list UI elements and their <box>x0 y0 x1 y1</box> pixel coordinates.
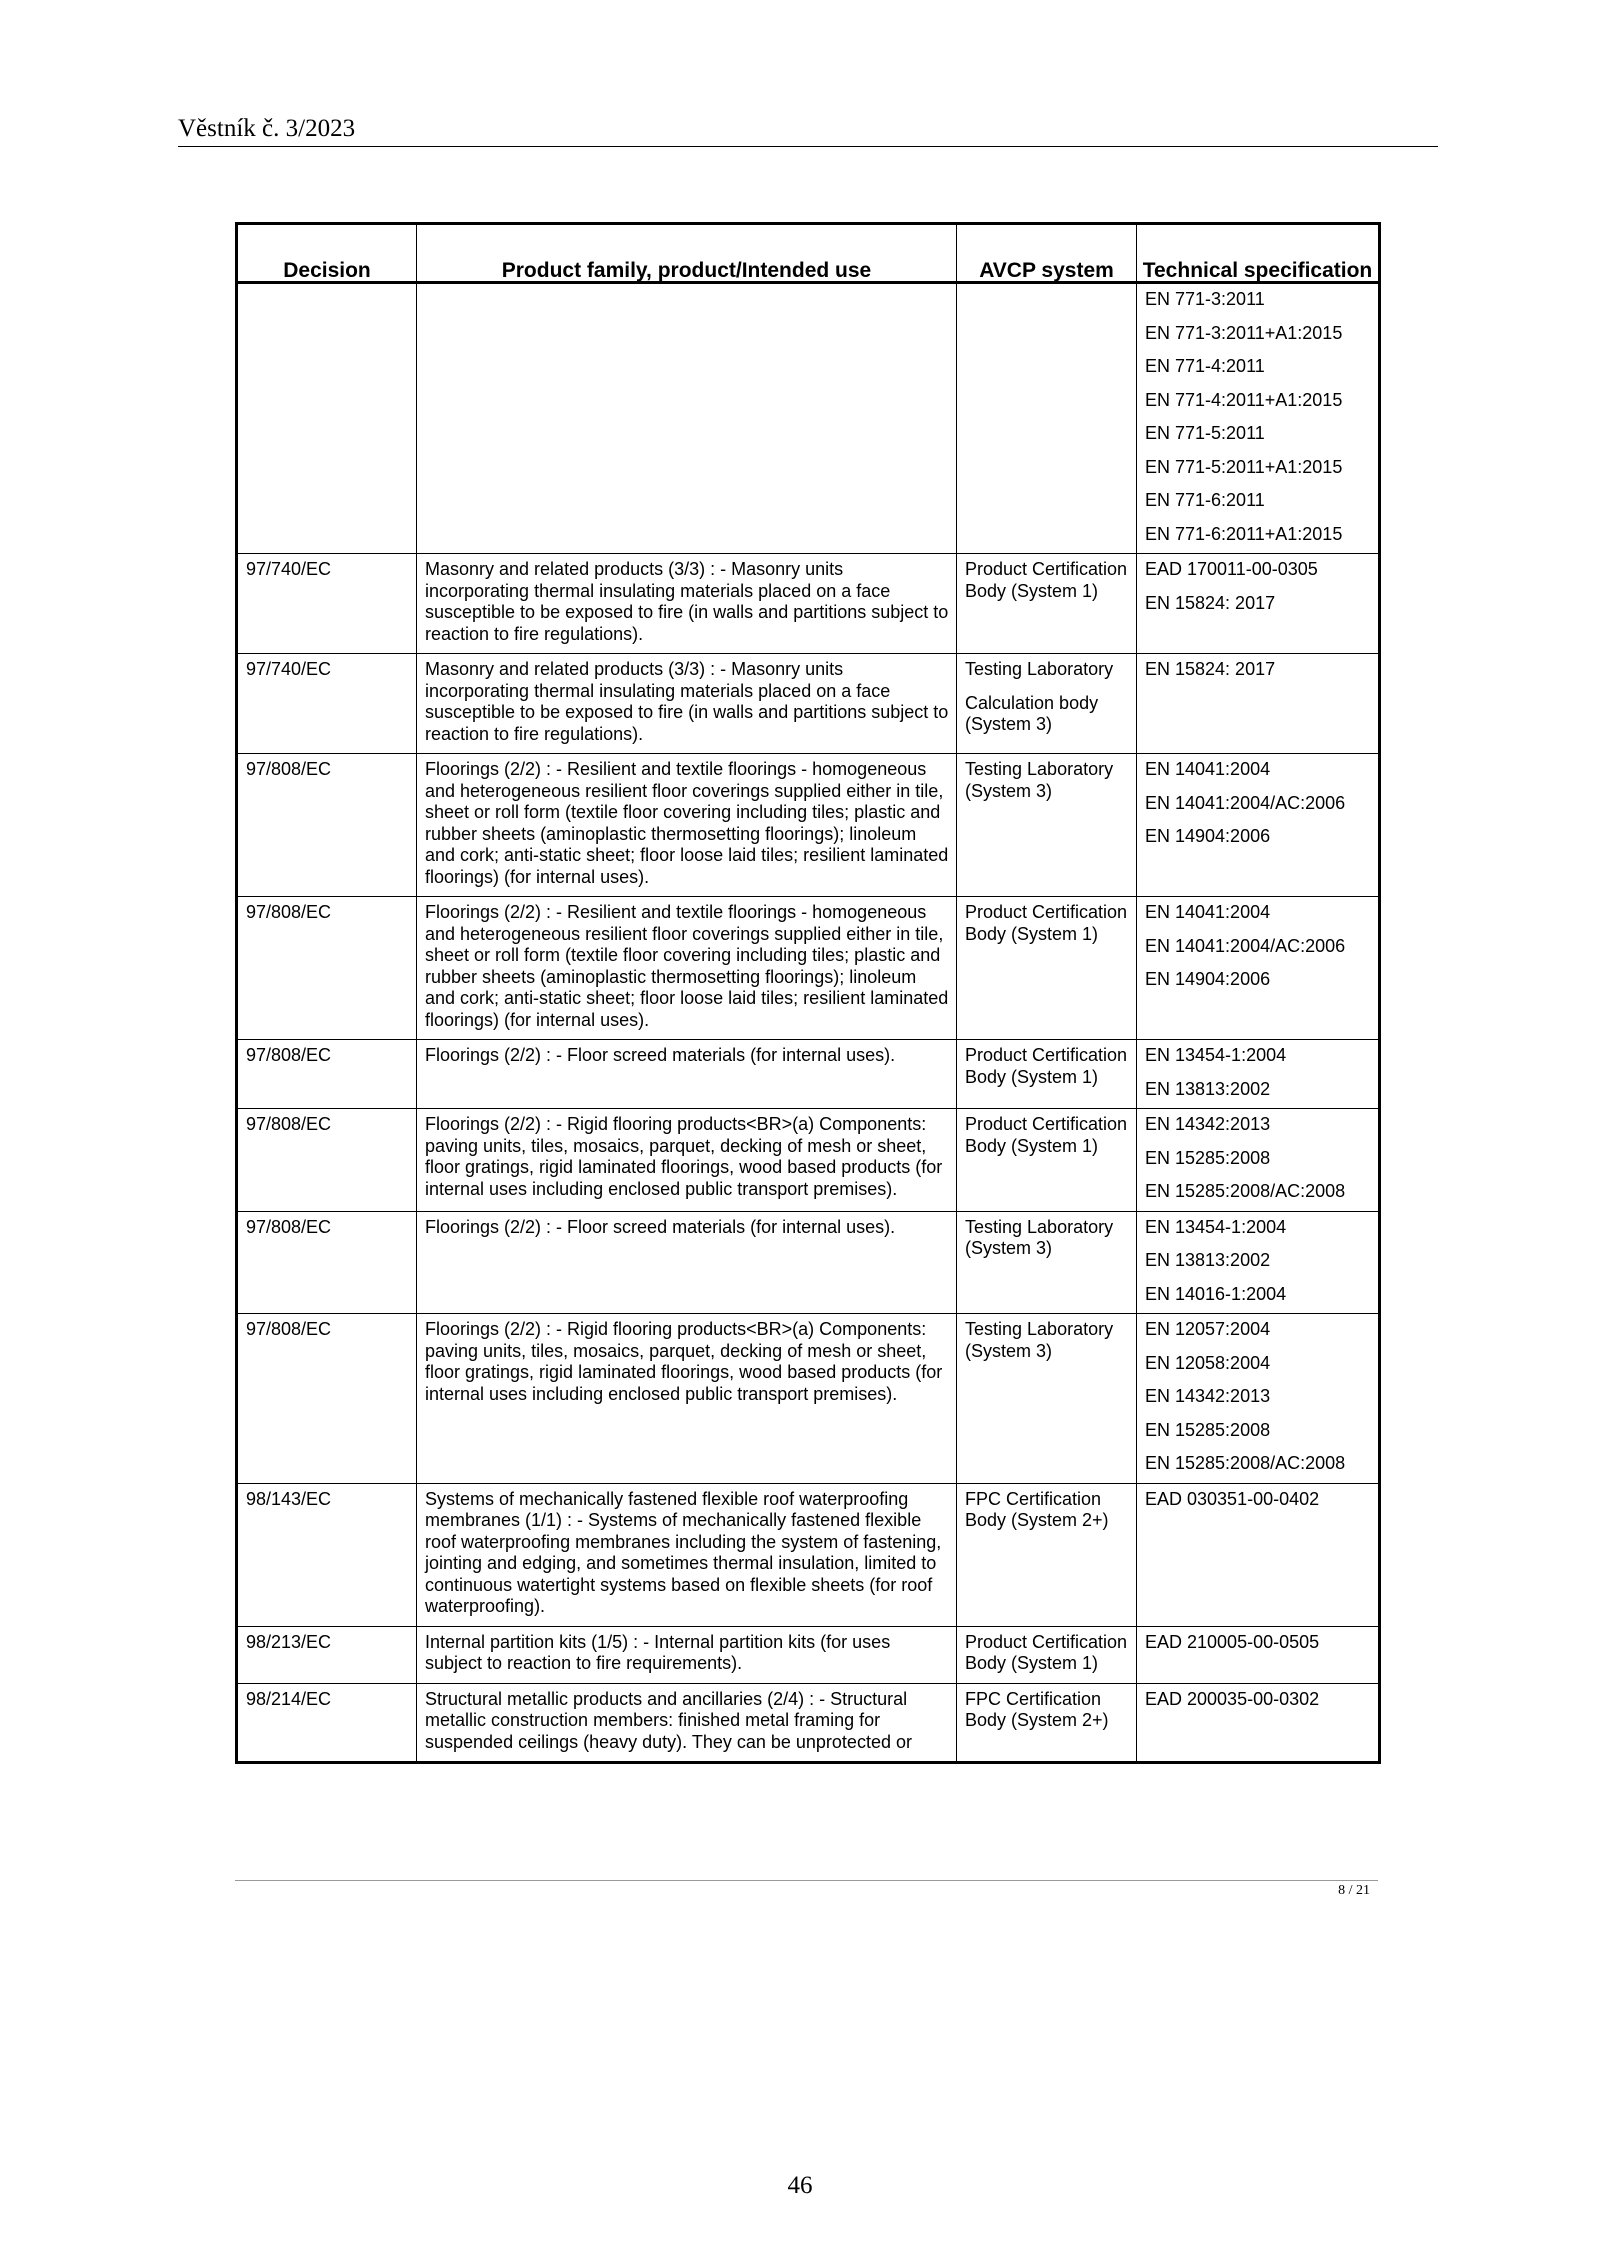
product-cell: Floorings (2/2) : - Rigid flooring products<BR>(a) Components: paving units, tiles, mosaics, parquet, decking of mesh or sheet, floor gratings, rigid laminated floorings, wood based products (for internal uses including enclosed public transport premises). <box>417 1314 957 1484</box>
avcp-item: Product Certification Body (System 1) <box>965 559 1128 601</box>
specification-item: EN 12058:2004 <box>1145 1352 1271 1373</box>
column-header-avcp: AVCP system <box>957 224 1137 283</box>
avcp-item: Product Certification Body (System 1) <box>965 1045 1128 1087</box>
decision-cell: 98/214/EC <box>237 1683 417 1763</box>
decision-cell <box>237 283 417 554</box>
decision-cell: 97/808/EC <box>237 1211 417 1314</box>
specification-item: EN 14342:2013 <box>1145 1386 1271 1406</box>
avcp-cell <box>957 283 1137 554</box>
specification-item: EAD 030351-00-0402 <box>1145 1488 1320 1509</box>
product-cell: Masonry and related products (3/3) : - Masonry units incorporating thermal insulating materials placed on a face susceptible to be exposed to fire (in walls and partitions subject to reaction to fire regulations). <box>417 654 957 754</box>
specification-item: EN 13813:2002 <box>1145 1078 1271 1099</box>
product-cell: Floorings (2/2) : - Resilient and textile floorings - homogeneous and heterogeneous resilient floor coverings supplied either in tile, sheet or roll form (textile floor covering including tiles; plastic and rubber sheets (aminoplastic thermosetting floorings); linoleum and cork; anti-static sheet; floor loose laid tiles; resilient laminated floorings) (for internal uses). <box>417 897 957 1040</box>
avcp-item: Testing Laboratory (System 3) <box>965 1319 1114 1361</box>
avcp-cell <box>957 1683 1137 1763</box>
avcp-item: Product Certification Body (System 1) <box>965 1114 1128 1156</box>
column-header-decision: Decision <box>237 224 417 283</box>
specification-item: EN 771-4:2011+A1:2015 <box>1145 389 1343 410</box>
avcp-item: Product Certification Body (System 1) <box>965 902 1128 944</box>
avcp-cell <box>957 1626 1137 1683</box>
journal-title: Věstník č. 3/2023 <box>178 115 356 142</box>
decision-table <box>235 222 1381 1764</box>
specification-item: EN 771-3:2011+A1:2015 <box>1145 322 1343 343</box>
specification-item: EN 14016-1:2004 <box>1145 1283 1287 1304</box>
decision-cell: 98/143/EC <box>237 1483 417 1626</box>
product-cell: Systems of mechanically fastened flexible roof waterproofing membranes (1/1) : - Systems of mechanically fastened flexible roof waterproofing membranes including the system of fastening, jointing and edging, and sometimes thermal insulation, limited to continuous watertight systems based on flexible sheets (for roof waterproofing). <box>417 1483 957 1626</box>
column-header-product: Product family, product/Intended use <box>417 224 957 283</box>
specification-cell <box>1137 654 1380 754</box>
avcp-item: Testing Laboratory (System 3) <box>965 1216 1114 1258</box>
avcp-cell <box>957 554 1137 654</box>
avcp-cell <box>957 897 1137 1040</box>
product-cell: Floorings (2/2) : - Rigid flooring products<BR>(a) Components: paving units, tiles, mosaics, parquet, decking of mesh or sheet, floor gratings, rigid laminated floorings, wood based products (for internal uses including enclosed public transport premises). <box>417 1109 957 1212</box>
decision-table-container <box>235 222 1378 1764</box>
table-row <box>237 1683 1380 1763</box>
table-body <box>237 283 1380 1763</box>
specification-item: EN 15285:2008/AC:2008 <box>1145 1181 1346 1201</box>
specification-cell <box>1137 283 1380 554</box>
table-row <box>237 897 1380 1040</box>
specification-item: EN 15285:2008 <box>1145 1419 1271 1440</box>
specification-item: EN 15285:2008/AC:2008 <box>1145 1453 1346 1473</box>
specification-cell <box>1137 1483 1380 1626</box>
table-row <box>237 1040 1380 1109</box>
table-row <box>237 654 1380 754</box>
avcp-cell <box>957 654 1137 754</box>
avcp-item: FPC Certification Body (System 2+) <box>965 1688 1109 1730</box>
avcp-item: Calculation body (System 3) <box>965 692 1099 734</box>
specification-item: EN 15824: 2017 <box>1145 592 1276 613</box>
avcp-cell <box>957 1483 1137 1626</box>
specification-item: EN 15285:2008 <box>1145 1147 1271 1168</box>
specification-item: EN 15824: 2017 <box>1145 659 1276 679</box>
avcp-item: Testing Laboratory <box>965 659 1114 679</box>
specification-cell <box>1137 1211 1380 1314</box>
decision-cell: 97/808/EC <box>237 1040 417 1109</box>
specification-item: EN 12057:2004 <box>1145 1319 1271 1339</box>
decision-cell: 97/740/EC <box>237 554 417 654</box>
specification-item: EN 14342:2013 <box>1145 1114 1271 1134</box>
avcp-cell <box>957 1040 1137 1109</box>
decision-cell: 98/213/EC <box>237 1626 417 1683</box>
specification-cell <box>1137 1040 1380 1109</box>
page-number: 46 <box>787 2172 813 2199</box>
specification-cell <box>1137 1626 1380 1683</box>
specification-item: EN 771-6:2011 <box>1145 490 1265 510</box>
specification-item: EN 771-4:2011 <box>1145 356 1265 376</box>
table-row <box>237 1109 1380 1212</box>
specification-item: EN 14041:2004/AC:2006 <box>1145 792 1346 813</box>
product-cell <box>417 283 957 554</box>
specification-cell <box>1137 754 1380 897</box>
table-row <box>237 1211 1380 1314</box>
specification-item: EN 14904:2006 <box>1145 969 1271 989</box>
specification-item: EAD 170011-00-0305 <box>1145 559 1318 579</box>
specification-item: EN 771-3:2011 <box>1145 289 1265 309</box>
decision-cell: 97/808/EC <box>237 1109 417 1212</box>
specification-cell <box>1137 897 1380 1040</box>
header-divider <box>178 146 1438 147</box>
specification-cell <box>1137 1314 1380 1484</box>
footer-divider <box>235 1880 1378 1881</box>
specification-cell <box>1137 1683 1380 1763</box>
decision-cell: 97/808/EC <box>237 754 417 897</box>
avcp-item: Testing Laboratory (System 3) <box>965 759 1114 801</box>
page-count: 8 / 21 <box>1338 1883 1370 1898</box>
specification-item: EN 13454-1:2004 <box>1145 1045 1287 1065</box>
specification-item: EN 14904:2006 <box>1145 826 1271 846</box>
product-cell: Internal partition kits (1/5) : - Internal partition kits (for uses subject to reaction to fire requirements). <box>417 1626 957 1683</box>
product-cell: Structural metallic products and ancillaries (2/4) : - Structural metallic construction members: finished metal framing for suspended ceilings (heavy duty). They can be unprotected or <box>417 1683 957 1763</box>
avcp-item: Product Certification Body (System 1) <box>965 1631 1128 1673</box>
specification-cell <box>1137 554 1380 654</box>
specification-item: EN 13813:2002 <box>1145 1250 1271 1270</box>
product-cell: Masonry and related products (3/3) : - Masonry units incorporating thermal insulating materials placed on a face susceptible to be exposed to fire (in walls and partitions subject to reaction to fire regulations). <box>417 554 957 654</box>
table-header-row <box>237 224 1380 283</box>
avcp-cell <box>957 1109 1137 1212</box>
avcp-cell <box>957 1314 1137 1484</box>
product-cell: Floorings (2/2) : - Floor screed materials (for internal uses). <box>417 1040 957 1109</box>
avcp-cell <box>957 1211 1137 1314</box>
table-row <box>237 754 1380 897</box>
specification-item: EN 14041:2004/AC:2006 <box>1145 935 1346 956</box>
specification-item: EN 771-6:2011+A1:2015 <box>1145 523 1343 544</box>
decision-cell: 97/808/EC <box>237 1314 417 1484</box>
table-row <box>237 1483 1380 1626</box>
table-row <box>237 1314 1380 1484</box>
specification-item: EN 14041:2004 <box>1145 759 1271 779</box>
specification-item: EAD 200035-00-0302 <box>1145 1688 1320 1709</box>
table-row <box>237 554 1380 654</box>
decision-cell: 97/808/EC <box>237 897 417 1040</box>
column-header-technical-specification: Technical specification <box>1137 224 1380 283</box>
product-cell: Floorings (2/2) : - Resilient and textile floorings - homogeneous and heterogeneous resilient floor coverings supplied either in tile, sheet or roll form (textile floor covering including tiles; plastic and rubber sheets (aminoplastic thermosetting floorings); linoleum and cork; anti-static sheet; floor loose laid tiles; resilient laminated floorings) (for internal uses). <box>417 754 957 897</box>
continuation-row <box>237 283 1380 554</box>
specification-item: EN 13454-1:2004 <box>1145 1216 1287 1237</box>
product-cell: Floorings (2/2) : - Floor screed materials (for internal uses). <box>417 1211 957 1314</box>
table-row <box>237 1626 1380 1683</box>
avcp-item: FPC Certification Body (System 2+) <box>965 1488 1109 1530</box>
avcp-cell <box>957 754 1137 897</box>
specification-item: EN 14041:2004 <box>1145 902 1271 922</box>
specification-item: EN 771-5:2011 <box>1145 423 1265 443</box>
specification-cell <box>1137 1109 1380 1212</box>
decision-cell: 97/740/EC <box>237 654 417 754</box>
specification-item: EAD 210005-00-0505 <box>1145 1631 1320 1652</box>
specification-item: EN 771-5:2011+A1:2015 <box>1145 456 1343 477</box>
